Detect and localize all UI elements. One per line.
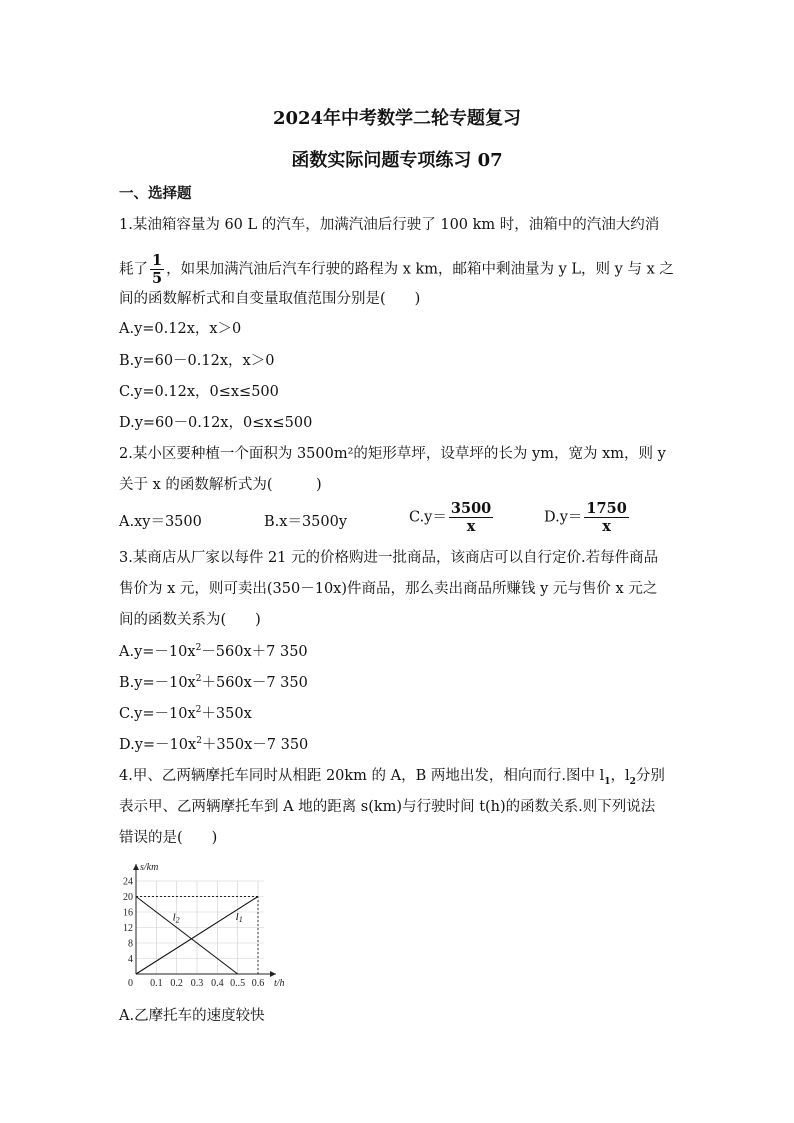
- x-tick-label: 0..5: [230, 978, 246, 989]
- q2-d-num: 1750: [586, 500, 627, 517]
- x-axis-arrow: [270, 971, 276, 977]
- q3-option-c: [119, 703, 252, 725]
- q2-option-c-fraction: [449, 500, 493, 535]
- q3-option-a: [119, 641, 308, 663]
- q4-line1-b: ，l: [610, 768, 630, 784]
- q3-c-post: ＋350x: [201, 706, 252, 722]
- q4-line1: [119, 765, 665, 787]
- section-heading: 一、选择题: [119, 185, 192, 202]
- q1-line2-post: ，如果加满汽油后汽车行驶的路程为 x km，邮箱中剩油量为 y L，则 y 与 x 之: [166, 261, 674, 278]
- y-tick-label: 4: [128, 954, 133, 965]
- q3-line1: 3.某商店从厂家以每件 21 元的价格购进一批商品，该商店可以自行定价.若每件商品: [119, 550, 659, 566]
- q1-fraction-den: 5: [152, 270, 163, 287]
- y-tick-label: 12: [123, 923, 133, 934]
- q3-line3: 间的函数关系为( ): [119, 612, 261, 628]
- y-tick-label: 8: [128, 938, 133, 950]
- q1-line1: 1.某油箱容量为 60 L 的汽车，加满汽油后行驶了 100 km 时，油箱中的汽油大约消: [119, 217, 660, 233]
- q2-option-c-pre: C.y＝: [409, 509, 447, 526]
- series-line-l2: [136, 897, 238, 975]
- q4-line1-c: 分别: [635, 768, 665, 784]
- q3-d-post: ＋350x－7 350: [201, 737, 309, 753]
- q3-c-exp: 2: [195, 705, 202, 716]
- q1-line2-pre: 耗了: [119, 261, 148, 278]
- x-tick-label: 0: [128, 978, 133, 989]
- x-tick-label: 0.6: [251, 978, 265, 989]
- q3-a-exp: 2: [195, 643, 202, 654]
- y-tick-label: 20: [123, 892, 133, 903]
- page-title: 2024年中考数学二轮专题复习: [272, 108, 522, 129]
- q3-a-pre: A.y=－10x: [119, 644, 196, 660]
- q2-option-d-fraction: [584, 500, 628, 535]
- q1-option-c: C.y=0.12x，0≤x≤500: [119, 384, 279, 400]
- series-label-l1: l1: [235, 910, 243, 924]
- q2-option-c: [409, 500, 495, 535]
- q3-b-exp: 2: [195, 674, 202, 685]
- q3-b-post: ＋560x－7 350: [201, 675, 308, 691]
- q3-c-pre: C.y=－10x: [119, 706, 196, 722]
- q3-d-exp: 2: [196, 736, 202, 747]
- q3-a-post: －560x＋7 350: [201, 644, 308, 660]
- page-subtitle: 函数实际问题专项练习 07: [291, 150, 503, 171]
- q1-line3: 间的函数解析式和自变量取值范围分别是( ): [119, 291, 421, 307]
- x-tick-label: 0.4: [211, 978, 224, 989]
- y-axis-label: s/km: [140, 862, 159, 873]
- q4-line3: 错误的是( ): [119, 830, 218, 846]
- q4-option-a: A.乙摩托车的速度较快: [119, 1008, 265, 1024]
- q4-sub2: 2: [629, 776, 636, 787]
- q4-line1-a: 4.甲、乙两辆摩托车同时从相距 20km 的 A，B 两地出发，相向而行.图中 l: [119, 768, 605, 784]
- x-tick-label: 0.3: [190, 978, 204, 989]
- q2-option-b: B.x＝3500y: [264, 514, 348, 530]
- q2-d-den: x: [602, 518, 611, 535]
- q2-c-den: x: [466, 518, 476, 535]
- q2-line1: 2.某小区要种植一个面积为 3500m²的矩形草坪，设草坪的长为 ym，宽为 xm，则 y: [119, 446, 666, 462]
- x-tick-label: 0.1: [150, 978, 163, 989]
- x-axis-label: t/h: [274, 978, 285, 989]
- q3-d-pre: D.y=－10x: [119, 737, 197, 753]
- q1-option-a: A.y=0.12x，x＞0: [119, 321, 242, 337]
- q4-sub1: 1: [604, 776, 611, 787]
- q3-line2: 售价为 x 元，则可卖出(350－10x)件商品，那么卖出商品所赚钱 y 元与售价 x 元之: [119, 581, 658, 597]
- q1-fraction-num: 1: [152, 252, 163, 269]
- series-label-l2: l2: [172, 911, 180, 925]
- q2-option-d: [544, 500, 631, 535]
- q1-fraction: [150, 252, 164, 287]
- q3-option-d: [119, 734, 308, 756]
- y-tick-label: 16: [123, 907, 133, 919]
- q2-option-a: A.xy＝3500: [119, 514, 202, 530]
- q1-option-d: D.y=60－0.12x，0≤x≤500: [119, 415, 313, 431]
- distance-time-graph: [112, 858, 292, 996]
- y-axis-arrow: [133, 864, 139, 870]
- x-tick-label: 0.2: [170, 978, 183, 989]
- q1-option-b: B.y=60－0.12x，x＞0: [119, 353, 275, 369]
- q1-line2: [119, 252, 674, 287]
- q4-line2: 表示甲、乙两辆摩托车到 A 地的距离 s(km)与行驶时间 t(h)的函数关系.则下列说法: [119, 799, 656, 815]
- q2-line2: 关于 x 的函数解析式为( ): [119, 477, 322, 493]
- q3-option-b: [119, 672, 308, 694]
- y-tick-label: 24: [123, 876, 133, 888]
- q3-b-pre: B.y=－10x: [119, 675, 196, 691]
- q2-option-d-pre: D.y＝: [544, 509, 583, 526]
- q2-c-num: 3500: [450, 500, 492, 517]
